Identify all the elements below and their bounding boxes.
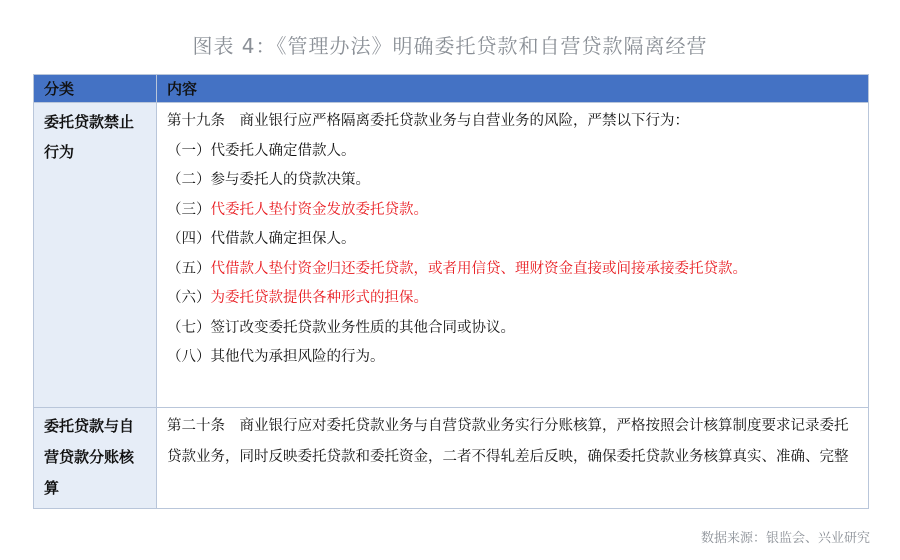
highlighted-text: 代借款人垫付资金归还委托贷款，或者用信贷、理财资金直接或间接承接委托贷款。	[210, 260, 747, 277]
item-prefix: （五）	[167, 260, 211, 277]
row-category-prohibited	[34, 103, 157, 408]
row-content-prohibited	[157, 103, 869, 408]
highlighted-text: 代委托人垫付资金发放委托贷款。	[210, 201, 428, 218]
header-category: 分类	[34, 75, 157, 103]
article-19-intro: 第十九条 商业银行应严格隔离委托贷款业务与自营业务的风险，严禁以下行为：	[167, 113, 689, 129]
article-20-text: 第二十条 商业银行应对委托贷款业务与自营贷款业务实行分账核算，严格按照会计核算制度要求记录委托贷款业务，同时反映委托贷款和委托资金，二者不得轧差后反映，确保委托贷款业务核算真实、准确、完整	[167, 418, 849, 465]
table-row	[34, 103, 869, 408]
item-prefix: （三）	[167, 201, 211, 218]
list-item	[167, 196, 858, 226]
list-item	[167, 255, 858, 285]
source-note: 数据来源：银监会、兴业研究	[700, 531, 870, 546]
row-category-separate-accounting	[34, 408, 157, 509]
row-content-separate-accounting	[157, 408, 869, 509]
list-item: （四）代借款人确定担保人。	[167, 231, 356, 247]
list-item: （一）代委托人确定借款人。	[167, 142, 356, 159]
item-prefix: （六）	[167, 290, 211, 306]
list-item: （八）其他代为承担风险的行为。	[167, 349, 385, 365]
table-header-row	[34, 75, 869, 103]
header-content: 内容	[157, 75, 869, 103]
figure-title: 图表 4：《管理办法》明确委托贷款和自营贷款隔离经营	[192, 34, 708, 58]
table-row	[34, 408, 869, 509]
list-item: （二）参与委托人的贷款决策。	[167, 172, 370, 188]
regulation-table	[33, 74, 869, 509]
list-item: （七）签订改变委托贷款业务性质的其他合同或协议。	[167, 319, 515, 336]
category-label: 委托贷款与自营贷款分账核算	[44, 417, 135, 497]
category-label: 委托贷款禁止行为	[44, 113, 135, 161]
highlighted-text: 为委托贷款提供各种形式的担保。	[210, 290, 428, 306]
list-item	[167, 284, 858, 314]
